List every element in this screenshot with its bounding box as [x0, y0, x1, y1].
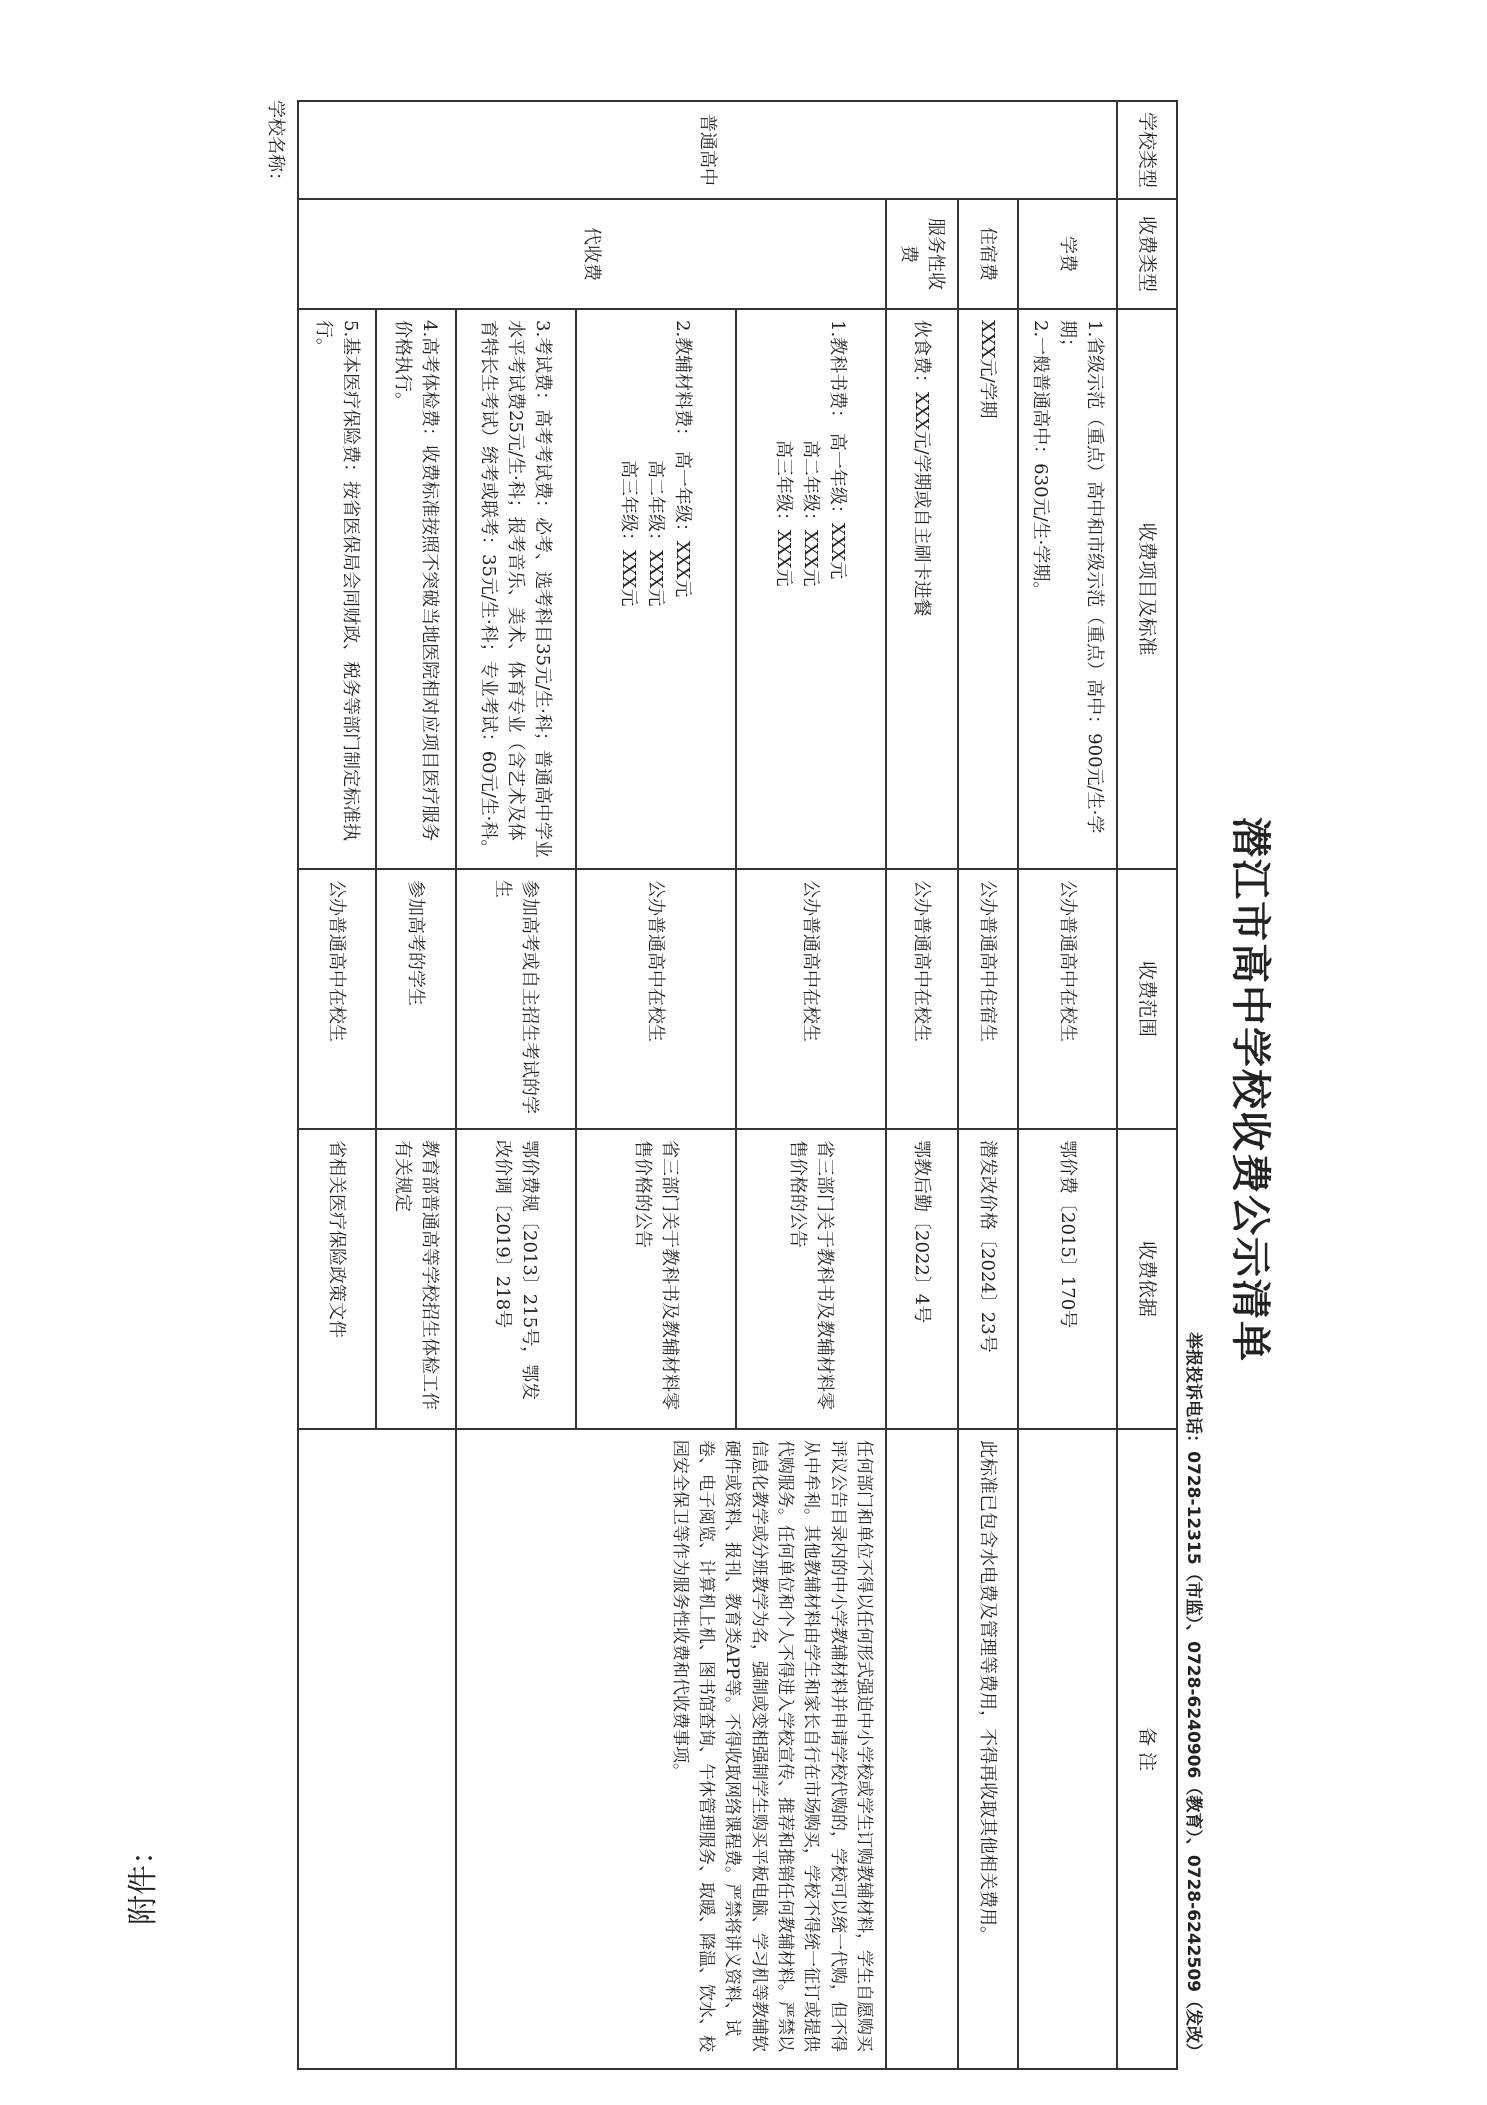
lodging-basis: 潜发改价格〔2024〕23号 [958, 1129, 1018, 1429]
aux-item [576, 309, 736, 869]
header-scope: 收费范围 [1117, 869, 1177, 1129]
page-title: 潜江市高中学校收费公示清单 [1227, 817, 1274, 1363]
agency-type: 代收费 [298, 199, 886, 309]
aux-line: 高二年级：XXX元 [645, 460, 667, 607]
table-row [1018, 101, 1117, 2069]
aux-basis: 省三部门关于教科书及教辅材料零售价格的公告 [576, 1129, 736, 1429]
exam-item: 3.考试费：高考考试费：必考、选考科目35元/生·科；普通高中学业水平考试费25元/生·科；报考音乐、美术、体育专业（含艺术及体育特长生考试）统考或联考：35元/生·科；专业考试：60元/生·科。 [456, 309, 576, 869]
header-item: 收费项目及标准 [1117, 309, 1177, 869]
tuition-item: 1.省级示范（重点）高中和市级示范（重点）高中：900元/生·学期； 2.一般普通高中：630元/生·学期。 [1018, 309, 1117, 869]
service-scope: 公办普通高中在校生 [886, 869, 958, 1129]
insurance-scope: 公办普通高中在校生 [298, 869, 376, 1129]
table-row [958, 101, 1018, 2069]
textbook-item-head: 1.教科书费： [827, 320, 849, 428]
aux-item-head: 2.教辅材料费： [672, 320, 694, 446]
aux-scope: 公办普通高中在校生 [576, 869, 736, 1129]
physical-scope: 参加高考的学生 [376, 869, 456, 1129]
school-name-label: 学校名称： [265, 100, 286, 190]
fee-table [297, 100, 1178, 2070]
lodging-scope: 公办普通高中住宿生 [958, 869, 1018, 1129]
header-remark: 备 注 [1117, 1429, 1177, 2069]
service-item: 伙食费：XXX元/学期或自主刷卡进餐 [886, 309, 958, 869]
aux-line: 高三年级：XXX元 [618, 460, 640, 607]
aux-line: 高一年级：XXX元 [672, 450, 694, 598]
table-row [376, 101, 456, 2069]
exam-scope: 参加高考或自主招生考试的学生 [456, 869, 576, 1129]
tuition-scope: 公办普通高中在校生 [1018, 869, 1117, 1129]
textbook-line: 高二年级：XXX元 [800, 440, 822, 587]
tuition-remark [1018, 1429, 1117, 2069]
fee-table-wrap [288, 100, 1178, 2070]
rotated-document [250, 100, 1300, 2080]
physical-basis: 教育部普通高等学校招生体检工作有关规定 [376, 1129, 456, 1429]
header-school-type: 学校类型 [1117, 101, 1177, 199]
exam-basis: 鄂价费规〔2013〕215号，鄂发改价调〔2019〕218号 [456, 1129, 576, 1429]
service-basis: 鄂教后勤〔2022〕4号 [886, 1129, 958, 1429]
textbook-line: 高三年级：XXX元 [773, 440, 795, 587]
physical-item: 4.高考体检费：收费标准按照不突破当地医院相对应项目医疗服务价格执行。 [376, 309, 456, 869]
empty-remark [298, 1429, 456, 2069]
lodging-item: XXX元/学期 [958, 309, 1018, 869]
service-remark [886, 1429, 958, 2069]
textbook-scope: 公办普通高中在校生 [736, 869, 886, 1129]
lodging-remark: 此标准已包含水电费及管理等费用，不得再收取其他相关费用。 [958, 1429, 1018, 2069]
table-row [736, 101, 886, 2069]
textbook-line: 高一年级：XXX元 [827, 432, 849, 580]
service-type: 服务性收费 [886, 199, 958, 309]
header-fee-type: 收费类型 [1117, 199, 1177, 309]
tuition-type: 学费 [1018, 199, 1117, 309]
table-header-row [1117, 101, 1177, 2069]
agency-remark: 任何部门和单位不得以任何形式强迫中小学校或学生订购教辅材料，学生自愿购买评议公告目录内的中小学教辅材料并申请学校代购的，学校可以统一代购，但不得从中牟利。其他教辅材料由学生和家长自行在市场购买，学校不得统一征订或提供代购服务。任何单位和个人不得进入学校宣传、推荐和推销任何教辅材料。严禁以信息化教学或分班教学为名，强制或变相强制学生购买平板电脑、学习机等教辅软硬件或资料、报刊、教育类APP等。不得收取网络课程费。严禁将讲义资料、试卷、电子阅览、计算机上机、图书馆查询、午休管理服务、取暖、降温、饮水、校园安全保卫等作为服务性收费和代收费事项。 [456, 1429, 886, 2069]
lodging-type: 住宿费 [958, 199, 1018, 309]
tuition-basis: 鄂价费〔2015〕170号 [1018, 1129, 1117, 1429]
insurance-item: 5.基本医疗保险费：按省医保局会同财政、税务等部门制定标准执行。 [298, 309, 376, 869]
table-row [886, 101, 958, 2069]
attachment-label: 附件： [126, 1835, 161, 1925]
textbook-item [736, 309, 886, 869]
header-basis: 收费依据 [1117, 1129, 1177, 1429]
textbook-basis: 省三部门关于教科书及教辅材料零售价格的公告 [736, 1129, 886, 1429]
hotline: 举报投诉电话：0728-12315（市监）、0728-6240906（教育）、0728-6242509（发改） [1183, 1332, 1203, 2060]
school-type-cell: 普通高中 [298, 101, 1117, 199]
insurance-basis: 省相关医疗保险政策文件 [298, 1129, 376, 1429]
